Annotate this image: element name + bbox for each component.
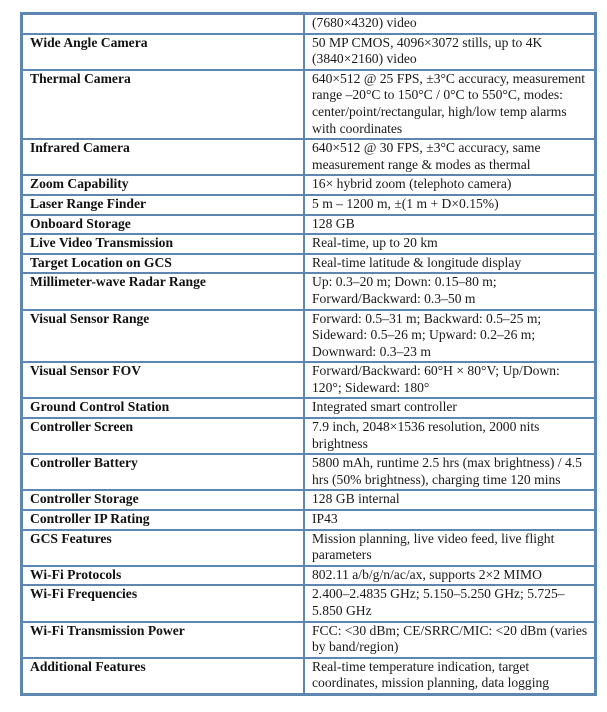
spec-value-cell: IP43 xyxy=(305,511,594,529)
spec-name-cell: Visual Sensor Range xyxy=(23,311,303,362)
spec-name-cell: Target Location on GCS xyxy=(23,255,303,273)
spec-value-cell: FCC: <30 dBm; CE/SRRC/MIC: <20 dBm (varies by band/region) xyxy=(305,623,594,657)
table-row xyxy=(23,363,594,397)
spec-name-cell: Controller IP Rating xyxy=(23,511,303,529)
spec-value-cell: 128 GB internal xyxy=(305,491,594,509)
spec-name-cell: Onboard Storage xyxy=(23,216,303,234)
table-row xyxy=(23,659,594,693)
spec-table xyxy=(20,12,597,696)
spec-value-cell: 2.400–2.4835 GHz; 5.150–5.250 GHz; 5.725–5.850 GHz xyxy=(305,586,594,620)
table-row xyxy=(23,586,594,620)
spec-value-cell: 5800 mAh, runtime 2.5 hrs (max brightness) / 4.5 hrs (50% brightness), charging time 120 mins xyxy=(305,455,594,489)
table-row xyxy=(23,216,594,234)
spec-name-cell: Visual Sensor FOV xyxy=(23,363,303,397)
table-row xyxy=(23,235,594,253)
spec-value-cell: (7680×4320) video xyxy=(305,15,594,33)
spec-value-cell: Mission planning, live video feed, live flight parameters xyxy=(305,531,594,565)
spec-name-cell: Controller Storage xyxy=(23,491,303,509)
table-row xyxy=(23,196,594,214)
spec-value-cell: 50 MP CMOS, 4096×3072 stills, up to 4K (3840×2160) video xyxy=(305,35,594,69)
table-row xyxy=(23,455,594,489)
spec-name-cell: Infrared Camera xyxy=(23,140,303,174)
spec-value-cell: 640×512 @ 25 FPS, ±3°C accuracy, measurement range –20°C to 150°C / 0°C to 550°C, modes: center/point/rectangular, high/low temp alarms with coordinates xyxy=(305,71,594,138)
spec-name-cell: Live Video Transmission xyxy=(23,235,303,253)
spec-value-cell: Real-time temperature indication, target coordinates, mission planning, data logging xyxy=(305,659,594,693)
spec-value-cell: 7.9 inch, 2048×1536 resolution, 2000 nits brightness xyxy=(305,419,594,453)
spec-value-cell: 5 m – 1200 m, ±(1 m + D×0.15%) xyxy=(305,196,594,214)
spec-name-cell: Additional Features xyxy=(23,659,303,693)
table-row xyxy=(23,255,594,273)
spec-name-cell: Wi-Fi Protocols xyxy=(23,567,303,585)
spec-name-cell: Controller Screen xyxy=(23,419,303,453)
spec-name-cell: Laser Range Finder xyxy=(23,196,303,214)
spec-table-body xyxy=(23,15,594,693)
spec-name-cell: Wi-Fi Transmission Power xyxy=(23,623,303,657)
table-row xyxy=(23,419,594,453)
table-row xyxy=(23,140,594,174)
spec-value-cell: Up: 0.3–20 m; Down: 0.15–80 m; Forward/Backward: 0.3–50 m xyxy=(305,274,594,308)
spec-value-cell: 640×512 @ 30 FPS, ±3°C accuracy, same measurement range & modes as thermal xyxy=(305,140,594,174)
table-row xyxy=(23,511,594,529)
table-row xyxy=(23,15,594,33)
spec-value-cell: 802.11 a/b/g/n/ac/ax, supports 2×2 MIMO xyxy=(305,567,594,585)
spec-value-cell: Real-time, up to 20 km xyxy=(305,235,594,253)
table-row xyxy=(23,399,594,417)
spec-name-cell: Wide Angle Camera xyxy=(23,35,303,69)
spec-value-cell: 128 GB xyxy=(305,216,594,234)
table-row xyxy=(23,491,594,509)
spec-value-cell: Integrated smart controller xyxy=(305,399,594,417)
table-row xyxy=(23,71,594,138)
table-row xyxy=(23,311,594,362)
spec-value-cell: Forward/Backward: 60°H × 80°V; Up/Down: 120°; Sideward: 180° xyxy=(305,363,594,397)
spec-value-cell: 16× hybrid zoom (telephoto camera) xyxy=(305,176,594,194)
table-row xyxy=(23,176,594,194)
table-row xyxy=(23,35,594,69)
table-row xyxy=(23,623,594,657)
spec-value-cell: Real-time latitude & longitude display xyxy=(305,255,594,273)
spec-name-cell xyxy=(23,15,303,33)
spec-name-cell: Zoom Capability xyxy=(23,176,303,194)
spec-name-cell: GCS Features xyxy=(23,531,303,565)
spec-name-cell: Wi-Fi Frequencies xyxy=(23,586,303,620)
table-row xyxy=(23,531,594,565)
document-page xyxy=(20,12,597,696)
spec-name-cell: Millimeter-wave Radar Range xyxy=(23,274,303,308)
spec-name-cell: Controller Battery xyxy=(23,455,303,489)
table-row xyxy=(23,274,594,308)
table-row xyxy=(23,567,594,585)
spec-name-cell: Ground Control Station xyxy=(23,399,303,417)
spec-name-cell: Thermal Camera xyxy=(23,71,303,138)
spec-value-cell: Forward: 0.5–31 m; Backward: 0.5–25 m; Sideward: 0.5–26 m; Upward: 0.2–26 m; Downward: 0.3–23 m xyxy=(305,311,594,362)
